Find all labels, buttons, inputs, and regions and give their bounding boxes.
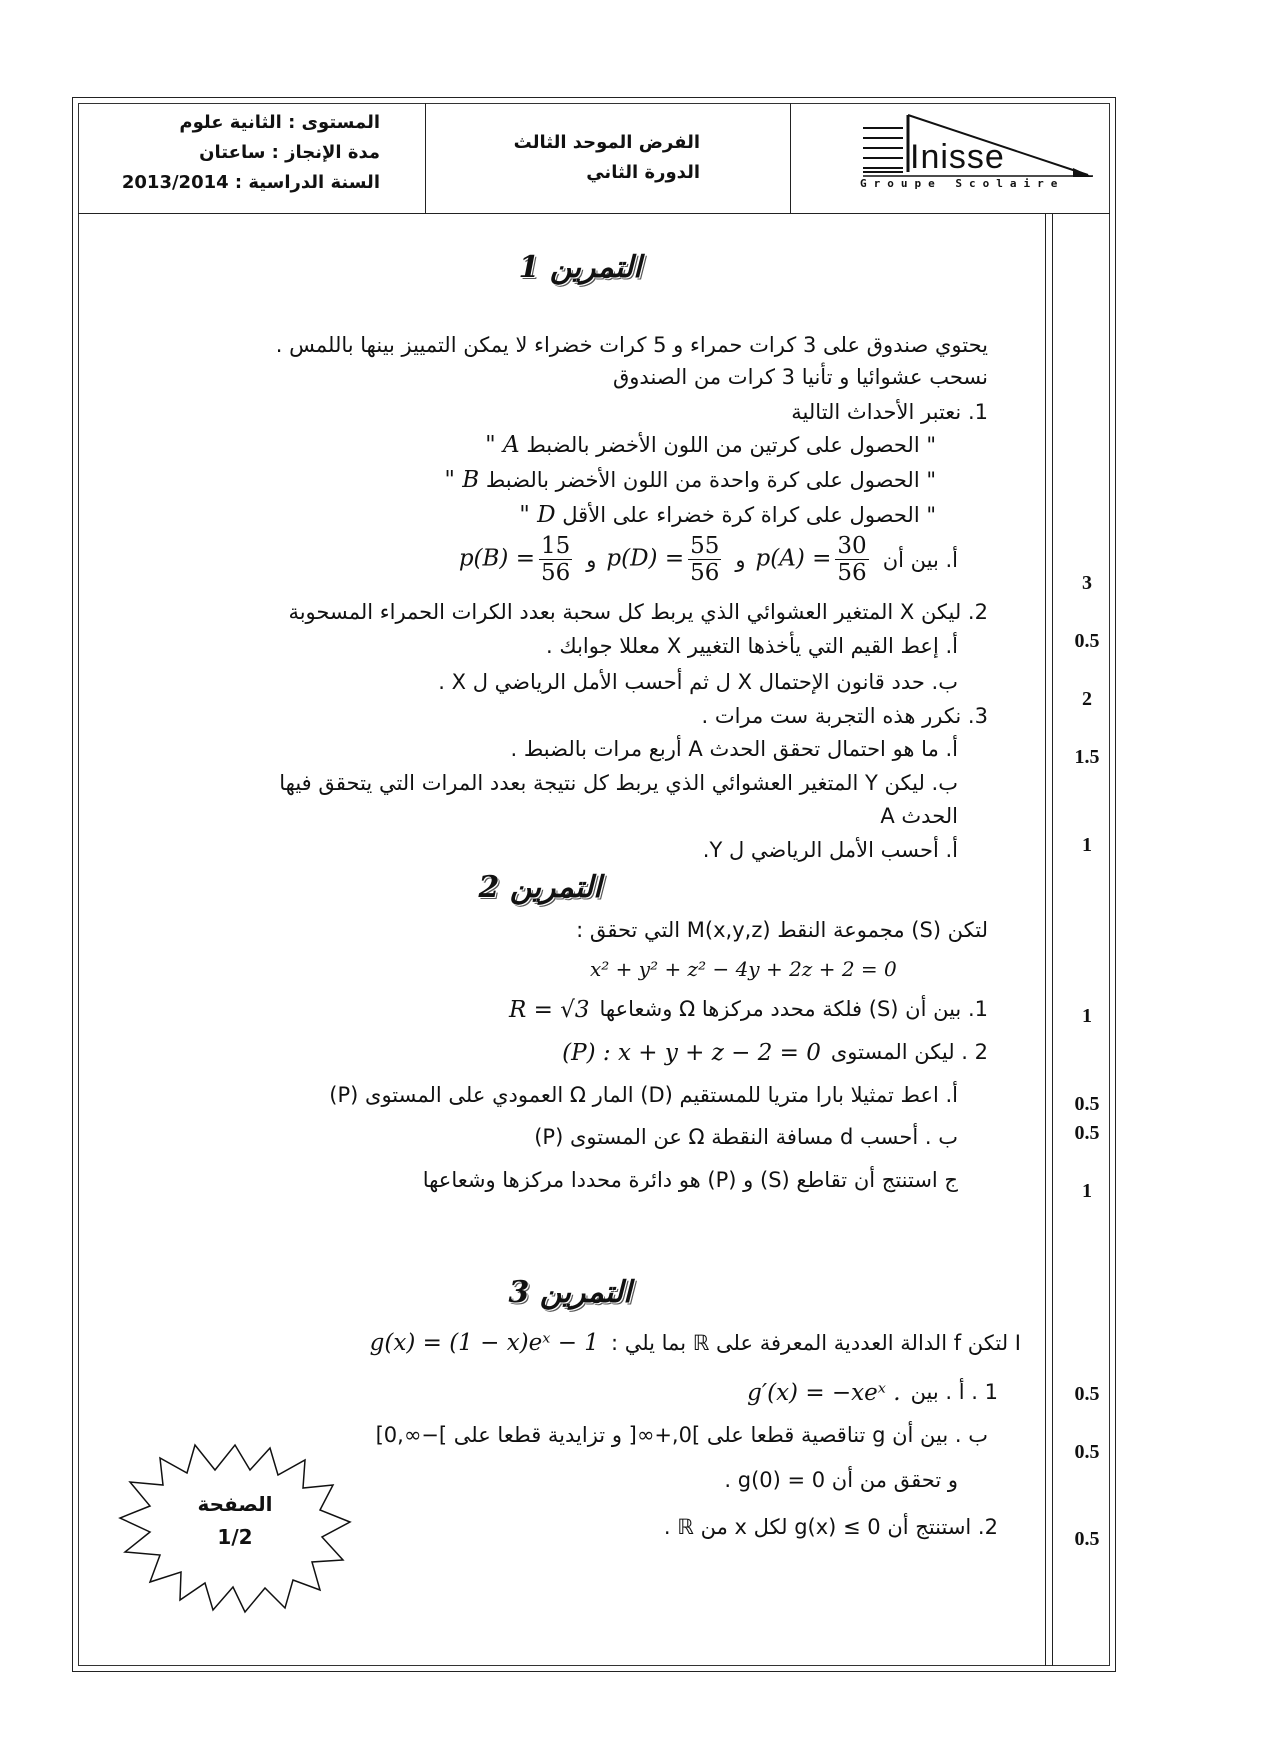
event-b xyxy=(444,467,936,493)
prob-b-label: p(B) = xyxy=(458,545,535,572)
ex1-q3b: ب. ليكن Y المتغير العشوائي الذي يربط كل نتيجة بعدد المرات التي يتحقق فيها xyxy=(279,771,958,795)
ex1-draw: نسحب عشوائيا و تأنيا 3 كرات من الصندوق xyxy=(612,365,988,389)
ex2-title: التمرين 2 xyxy=(478,870,602,905)
ex2-q2c: ج استنتج أن تقاطع (S) و (P) هو دائرة محددا مركزها وشعاعها xyxy=(422,1168,958,1192)
ex2-q2-text: 2 . ليكن المستوى xyxy=(830,1040,988,1064)
event-b-symbol: B " xyxy=(444,467,480,493)
score-column-divider xyxy=(1045,213,1046,1666)
ex1-q3: 3. نكرر هذه التجربة ست مرات . xyxy=(701,704,988,728)
and-1: و xyxy=(735,547,746,572)
ex2-q2 xyxy=(562,1040,988,1066)
ex3-q1a-text: 1 . أ . بين xyxy=(910,1380,998,1404)
ex2-q1 xyxy=(509,997,988,1023)
prob-a-den: 56 xyxy=(837,560,867,586)
header-col-divider-1 xyxy=(425,103,426,213)
event-a-symbol: A " xyxy=(485,432,520,458)
score-8: 0.5 xyxy=(1074,1122,1100,1144)
show-that-text: أ. بين أن xyxy=(882,547,958,572)
page-number: 1/2 xyxy=(217,1525,253,1549)
event-b-text: " الحصول على كرة واحدة من اللون الأخضر بالضبط xyxy=(485,468,936,492)
score-3: 2 xyxy=(1082,688,1092,710)
header-col-divider-2 xyxy=(790,103,791,213)
score-6: 1 xyxy=(1082,1005,1092,1027)
ex2-plane: (P) : x + y + z − 2 = 0 xyxy=(562,1040,821,1066)
ex3-q2: 2. استنتج أن g(x) ≤ 0 لكل x من ℝ . xyxy=(663,1515,998,1539)
score-9: 1 xyxy=(1082,1180,1092,1202)
header-exam xyxy=(460,128,700,188)
ex3-q1a xyxy=(747,1380,998,1406)
ex3-intro-text: I لتكن f الدالة العددية المعرفة على ℝ بما يلي : xyxy=(610,1331,1021,1355)
prob-b-num: 15 xyxy=(540,533,571,559)
ex1-q2: 2. ليكن X المتغير العشوائي الذي يربط كل سحبة بعدد الكرات الحمراء المسحوبة xyxy=(288,600,988,624)
event-a xyxy=(485,432,936,458)
event-d xyxy=(519,502,936,528)
logo-subtitle: Groupe Scolaire xyxy=(860,177,1065,190)
ex1-intro: يحتوي صندوق على 3 كرات حمراء و 5 كرات خضراء لا يمكن التمييز بينها باللمس . xyxy=(275,333,988,357)
ex1-q1a xyxy=(459,533,958,586)
ex1-q2a: أ. إعط القيم التي يأخذها التغيير X معللا جوابك . xyxy=(546,634,958,658)
prob-a-num: 30 xyxy=(837,533,867,559)
ex3-q1b: ب . بين أن g تناقصية قطعا على ]0,+∞[ و تزايدية قطعا على ]−∞,0] xyxy=(375,1423,988,1447)
ex2-q2b: ب . أحسب d مسافة النقطة Ω عن المستوى (P) xyxy=(534,1125,958,1149)
ex3-title: التمرين 3 xyxy=(508,1275,632,1310)
prob-d-fraction xyxy=(688,533,721,586)
header-info xyxy=(110,108,380,198)
prob-b xyxy=(459,533,576,586)
school-logo xyxy=(858,110,1098,210)
ex3-q1c: و تحقق من أن g(0) = 0 . xyxy=(724,1468,958,1492)
prob-d-num: 55 xyxy=(690,533,720,559)
score-2: 0.5 xyxy=(1074,630,1100,652)
ex3-intro xyxy=(370,1330,1021,1356)
ex2-equation: x² + y² + z² − 4y + 2z + 2 = 0 xyxy=(590,957,897,981)
ex2-radius: R = √3 xyxy=(509,997,590,1023)
prob-a-fraction xyxy=(835,533,868,586)
score-1: 3 xyxy=(1082,572,1092,594)
ex2-q1-text: 1. بين أن (S) فلكة محدد مركزها Ω وشعاعها xyxy=(599,997,988,1021)
event-d-symbol: D " xyxy=(519,502,556,528)
prob-a-label: p(A) = xyxy=(755,545,832,572)
ex1-title: التمرين 1 xyxy=(518,250,642,285)
ex3-gdef: g(x) = (1 − x)eˣ − 1 xyxy=(369,1330,599,1356)
prob-a xyxy=(756,533,873,586)
score-7: 0.5 xyxy=(1074,1093,1100,1115)
score-4: 1.5 xyxy=(1074,746,1100,768)
event-a-text: " الحصول على كرتين من اللون الأخضر بالضبط xyxy=(526,433,936,457)
ex2-q2a: أ. اعط تمثيلا بارا متريا للمستقيم (D) المار Ω العمودي على المستوى (P) xyxy=(329,1083,958,1107)
prob-d-label: p(D) = xyxy=(606,545,685,572)
level-text: المستوى : الثانية علوم xyxy=(179,112,380,133)
prob-d xyxy=(606,533,725,586)
ex1-q1: 1. نعتبر الأحداث التالية xyxy=(791,400,988,424)
header-divider xyxy=(78,213,1110,214)
logo-name: Inisse xyxy=(910,138,1005,176)
score-12: 0.5 xyxy=(1074,1528,1100,1550)
page-label: الصفحة xyxy=(197,1492,273,1516)
ex1-q3c: أ. أحسب الأمل الرياضي ل Y. xyxy=(702,838,958,862)
prob-b-den: 56 xyxy=(540,560,571,586)
duration-text: مدة الإنجاز : ساعتان xyxy=(199,142,380,163)
score-column-divider-2 xyxy=(1052,213,1053,1666)
ex1-q3b-cont: الحدث A xyxy=(880,804,958,828)
score-10: 0.5 xyxy=(1074,1383,1100,1405)
score-11: 0.5 xyxy=(1074,1441,1100,1463)
score-5: 1 xyxy=(1082,834,1092,856)
exam-session: الدورة الثاني xyxy=(586,162,700,183)
prob-b-fraction xyxy=(539,533,572,586)
page-badge xyxy=(115,1440,355,1615)
ex1-q2b: ب. حدد قانون الإحتمال X ل ثم أحسب الأمل الرياضي ل X . xyxy=(438,670,958,694)
year-text: السنة الدراسية : 2013/2014 xyxy=(121,172,380,193)
ex2-intro: لتكن (S) مجموعة النقط M(x,y,z) التي تحقق : xyxy=(576,918,988,942)
exam-title: الفرض الموحد الثالث xyxy=(513,132,700,153)
prob-d-den: 56 xyxy=(690,560,720,586)
and-2: و xyxy=(586,547,597,572)
ex3-gprime: g′(x) = −xeˣ . xyxy=(747,1380,901,1406)
ex1-q3a: أ. ما هو احتمال تحقق الحدث A أربع مرات بالضبط . xyxy=(510,737,958,761)
event-d-text: " الحصول على كراة كرة خضراء على الأقل xyxy=(562,503,936,527)
